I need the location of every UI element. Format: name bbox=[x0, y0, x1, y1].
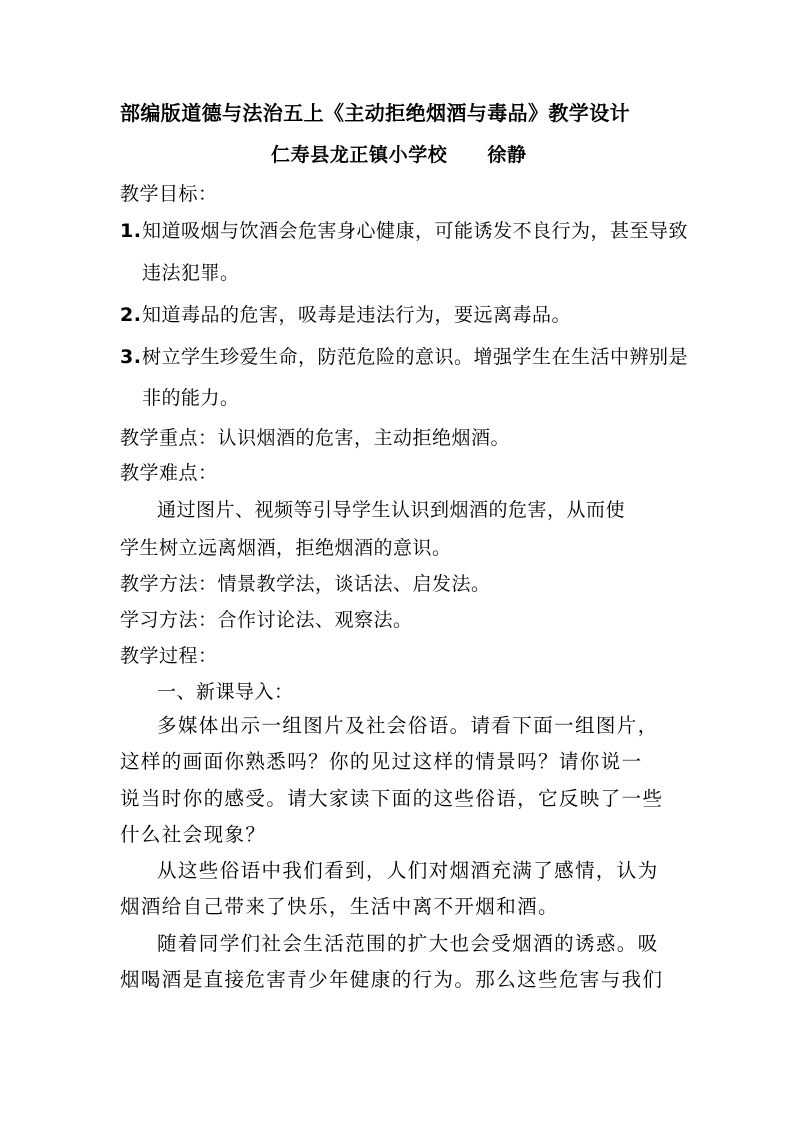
author-line bbox=[271, 142, 527, 168]
difficulty-heading: 教学难点： bbox=[120, 462, 218, 484]
goal-text: 树立学生珍爱生命，防范危险的意识。增强学生在生活中辨别是 bbox=[142, 346, 689, 368]
goal-number: 2. bbox=[120, 304, 142, 326]
paragraph-line: 什么社会现象？ bbox=[120, 823, 267, 846]
goals-heading: 教学目标： bbox=[120, 183, 218, 205]
paragraph-line: 烟喝酒是直接危害青少年健康的行为。那么这些危害与我们 bbox=[120, 968, 664, 991]
paragraph-line: 从这些俗语中我们看到，人们对烟酒充满了感情，认为 bbox=[157, 859, 659, 882]
paragraph-line: 多媒体出示一组图片及社会俗语。请看下面一组图片， bbox=[157, 714, 659, 737]
teaching-method: 教学方法：情景教学法，谈话法、启发法。 bbox=[120, 573, 491, 595]
goal-number: 1. bbox=[120, 220, 142, 242]
difficulty-line-1: 通过图片、视频等引导学生认识到烟酒的危害，从而使 bbox=[157, 499, 626, 521]
goal-item-3-cont: 非的能力。 bbox=[142, 387, 240, 409]
paragraph-line: 这样的画面你熟悉吗？你的见过这样的情景吗？请你说一 bbox=[120, 750, 643, 773]
process-heading: 教学过程： bbox=[120, 645, 218, 667]
key-point: 教学重点：认识烟酒的危害，主动拒绝烟酒。 bbox=[120, 427, 511, 449]
learning-method: 学习方法：合作讨论法、观察法。 bbox=[120, 609, 413, 631]
author-school: 仁寿县龙正镇小学校 bbox=[271, 144, 448, 166]
goal-text: 知道吸烟与饮酒会危害身心健康，可能诱发不良行为，甚至导致 bbox=[142, 220, 689, 242]
difficulty-line-2: 学生树立远离烟酒，拒绝烟酒的意识。 bbox=[120, 537, 452, 559]
paragraph-line: 随着同学们社会生活范围的扩大也会受烟酒的诱惑。吸 bbox=[157, 932, 659, 955]
author-name: 徐静 bbox=[487, 144, 527, 166]
paragraph-line: 说当时你的感受。请大家读下面的这些俗语，它反映了一些 bbox=[120, 787, 664, 810]
goal-text: 知道毒品的危害，吸毒是违法行为，要远离毒品。 bbox=[142, 304, 572, 326]
paragraph-line: 烟酒给自己带来了快乐，生活中离不开烟和酒。 bbox=[120, 895, 559, 918]
document-title: 部编版道德与法治五上《主动拒绝烟酒与毒品》教学设计 bbox=[120, 101, 630, 125]
goal-number: 3. bbox=[120, 346, 142, 368]
goal-item-1 bbox=[120, 218, 688, 244]
goal-item-2 bbox=[120, 302, 571, 328]
goal-item-3 bbox=[120, 344, 688, 370]
goal-item-1-cont: 违法犯罪。 bbox=[142, 262, 240, 284]
section-heading-intro: 一、新课导入： bbox=[157, 681, 294, 703]
